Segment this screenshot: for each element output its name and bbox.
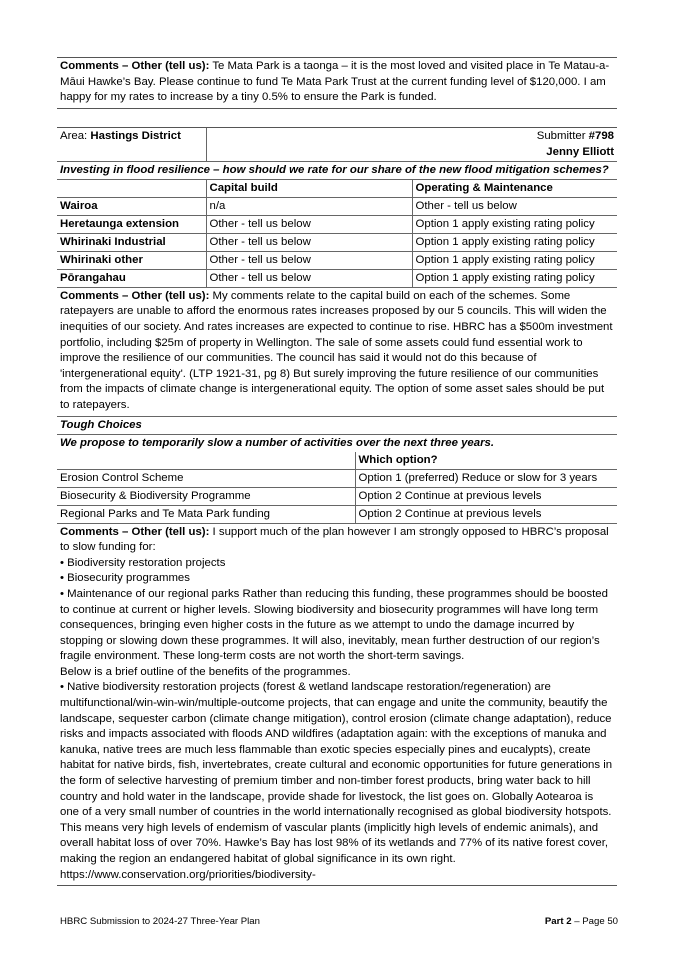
benefits-outline: Below is a brief outline of the benefits of the programmes. [60,665,351,678]
bullet-biosecurity: • Biosecurity programmes [60,572,190,585]
flood-comment-text: My comments relate to the capital build on each of the schemes. Some ratepayers are unable to afford the enormous rates increases proposed by our 5 councils. This will widen the inequities of our society. And rates increases are expected to continue to rise. HBRC has a $500m investment portfolio, including $25m of property in Wellington. The sale of some assets could fund essential work to improve the resilience of our communities. The council has said it would not do this because of 'intergenerational equity'. (LTP 1921-31, pg 8) But surely improving the future resilience of our communities from the impacts of climate change is intergenerational equity. The option of some asset sales should be put to ratepayers. [60,289,613,411]
submitter-name: Jenny Elliott [546,145,615,158]
top-comment-label: Comments – Other (tell us) [60,60,206,72]
bullet-native-restoration: • Native biodiversity restoration projects (forest & wetland landscape restoration/regeneration) are multifunctional/win-win-win/multiple-outcome projects, that can engage and unite the community, beautify the landscape, sequester carbon (climate change mitigation), control erosion (climate change adaptation), reduce risks and impacts associated with floods AND wildfires (adaptation again: with the exceptions of manuka and kanuka, native trees are much less flammable than exotic species especially pines and eucalypts), create habitat for native birds, fish, invertebrates, create cultural and economic opportunities for future generations in the form of selective harvesting of premium timber and non-timber forest products, bring water back to hill country and hold water in the landscape, provide shade for livestock, the list goes on. Globally Aotearoa is one of a very small number of countries in the world internationally recognised as global biodiversity hotspots. This means very high levels of endemism of vascular plants (implicitly high levels of endemic animals), and overall habitat loss of over 70%. Hawke’s Bay has lost 98% of its wetlands and 77% of its native forest cover, making the region an endangered habitat of global significance in its own right. https://www.conservation.org/priorities/biodiversity- [60,681,613,881]
tough-header-row [57,452,617,470]
bullet-biodiversity: • Biodiversity restoration projects [60,556,226,569]
flood-question: Investing in flood resilience – how should we rate for our share of the new flood mitigation schemes? [57,161,617,179]
tough-row: Biosecurity & Biodiversity Programme Option 2 Continue at previous levels [57,487,617,505]
flood-question-row [57,161,617,179]
tough-question-row [57,434,617,452]
submitter-number: #798 [588,129,615,142]
area-cell: Area: Hastings District [57,128,206,162]
area-value: Hastings District [90,129,181,142]
capital-build-header: Capital build [206,179,412,197]
tough-comment-label: Comments – Other (tell us) [60,525,206,538]
bullet-regional-parks: • Maintenance of our regional parks Rather than reducing this funding, these programmes should be boosted to continue at current or higher levels. Slowing biodiversity and biosecurity programmes will have long term consequences, bringing even higher costs in the future as we attempt to undo the damage incurred by stopping or slowing down these programmes. It will also, inevitably, mean further destruction of our region’s fragile environment. These long-term costs are not worth the short-term savings. [60,587,608,663]
submission-header-row [57,128,617,162]
flood-header-row [57,179,617,197]
flood-row: Whirinaki other Other - tell us below Option 1 apply existing rating policy [57,251,617,269]
tough-title: Tough Choices [57,416,617,434]
bottom-rule [57,885,617,886]
flood-comments: Comments – Other (tell us): My comments relate to the capital build on each of the schemes. Some ratepayers are unable to afford the enormous rates increases proposed by our 5 councils. This will widen the inequities of our society. And rates increases are expected to continue to rise. HBRC has a $500m investment portfolio, including $25m of property in Wellington. The sale of some assets could fund essential work to improve the resilience of our communities. The council has said it would not do this because of 'intergenerational equity'. (LTP 1921-31, pg 8) But surely improving the future resilience of our communities from the impacts of climate change is intergenerational equity. The option of some asset sales should be put to ratepayers. [60,289,613,411]
footer-title: HBRC Submission to 2024-27 Three-Year Plan [60,916,260,927]
flood-comment-label: Comments – Other (tell us) [60,289,206,302]
flood-row: Wairoa n/a Other - tell us below [57,197,617,215]
tough-question: We propose to temporarily slow a number of activities over the next three years. [60,436,495,449]
flood-row: Pōrangahau Other - tell us below Option 1 apply existing rating policy [57,269,617,287]
submitter-cell: Submitter #798 Jenny Elliott [206,128,617,162]
tough-choices-table [57,416,617,524]
tough-title-row [57,416,617,434]
which-option-header: Which option? [355,452,617,470]
tough-comments: Comments – Other (tell us): I support much of the plan however I am strongly opposed to HBRC’s proposal to slow funding for: • Biodiversity restoration projects • Biosecurity programmes • Maintenance of our regional parks Rather than reducing this funding, these programmes should be boosted to continue at current or higher levels. Slowing biodiversity and biosecurity programmes will have long term consequences, bringing even higher costs in the future as we attempt to undo the damage incurred by stopping or slowing down these programmes. It will also, inevitably, mean further destruction of our region’s fragile environment. These long-term costs are not worth the short-term savings. Below is a brief outline of the benefits of the programmes. • Native biodiversity restoration projects (forest & wetland landscape restoration/regeneration) are multifunctional/win-win-win/multiple-outcome projects, that can engage and unite the community, beautify the landscape, sequester carbon (climate change mitigation), control erosion (climate change adaptation), reduce risks and impacts associated with floods AND wildfires (adaptation again: with the exceptions of manuka and kanuka, native trees are much less flammable than exotic species especially pines and eucalypts), create habitat for native birds, fish, invertebrates, create cultural and economic opportunities for future generations in the form of selective harvesting of premium timber and non-timber forest products, bring water back to hill country and hold water in the landscape, provide shade for livestock, the list goes on. Globally Aotearoa is one of a very small number of countries in the world internationally recognised as global biodiversity hotspots. This means very high levels of endemism of vascular plants (implicitly high levels of endemic animals), and overall habitat loss of over 70%. Hawke’s Bay has lost 98% of its wetlands and 77% of its native forest cover, making the region an endangered habitat of global significance in its own right. https://www.conservation.org/priorities/biodiversity- [57,524,617,886]
top-comment-text: Te Mata Park is a taonga – it is the most loved and visited place in Te Matau-a-Māui Hawke’s Bay. Please continue to fund Te Mata Park Trust at the current funding level of $120,000. I am happy for my rates to increase by a tiny 0.5% to ensure the Park is funded. [60,60,610,104]
submission-table [57,128,617,288]
page-footer [60,916,618,928]
tough-row: Erosion Control Scheme Option 1 (preferred) Reduce or slow for 3 years [57,469,617,487]
document-page [57,57,617,886]
flood-row: Heretaunga extension Other - tell us below Option 1 apply existing rating policy [57,215,617,233]
top-comment: Comments – Other (tell us): Te Mata Park is a taonga – it is the most loved and visited place in Te Matau-a-Māui Hawke’s Bay. Please continue to fund Te Mata Park Trust at the current funding level of $120,000. I am happy for my rates to increase by a tiny 0.5% to ensure the Park is funded. [60,60,610,104]
flood-row: Whirinaki Industrial Other - tell us below Option 1 apply existing rating policy [57,233,617,251]
tough-comment-intro: I support much of the plan however I am strongly opposed to HBRC’s proposal to slow funding for: [60,525,609,554]
footer-page-number: Part 2 – Page 50 [544,916,618,927]
operating-header: Operating & Maintenance [412,179,617,197]
tough-row: Regional Parks and Te Mata Park funding Option 2 Continue at previous levels [57,505,617,523]
